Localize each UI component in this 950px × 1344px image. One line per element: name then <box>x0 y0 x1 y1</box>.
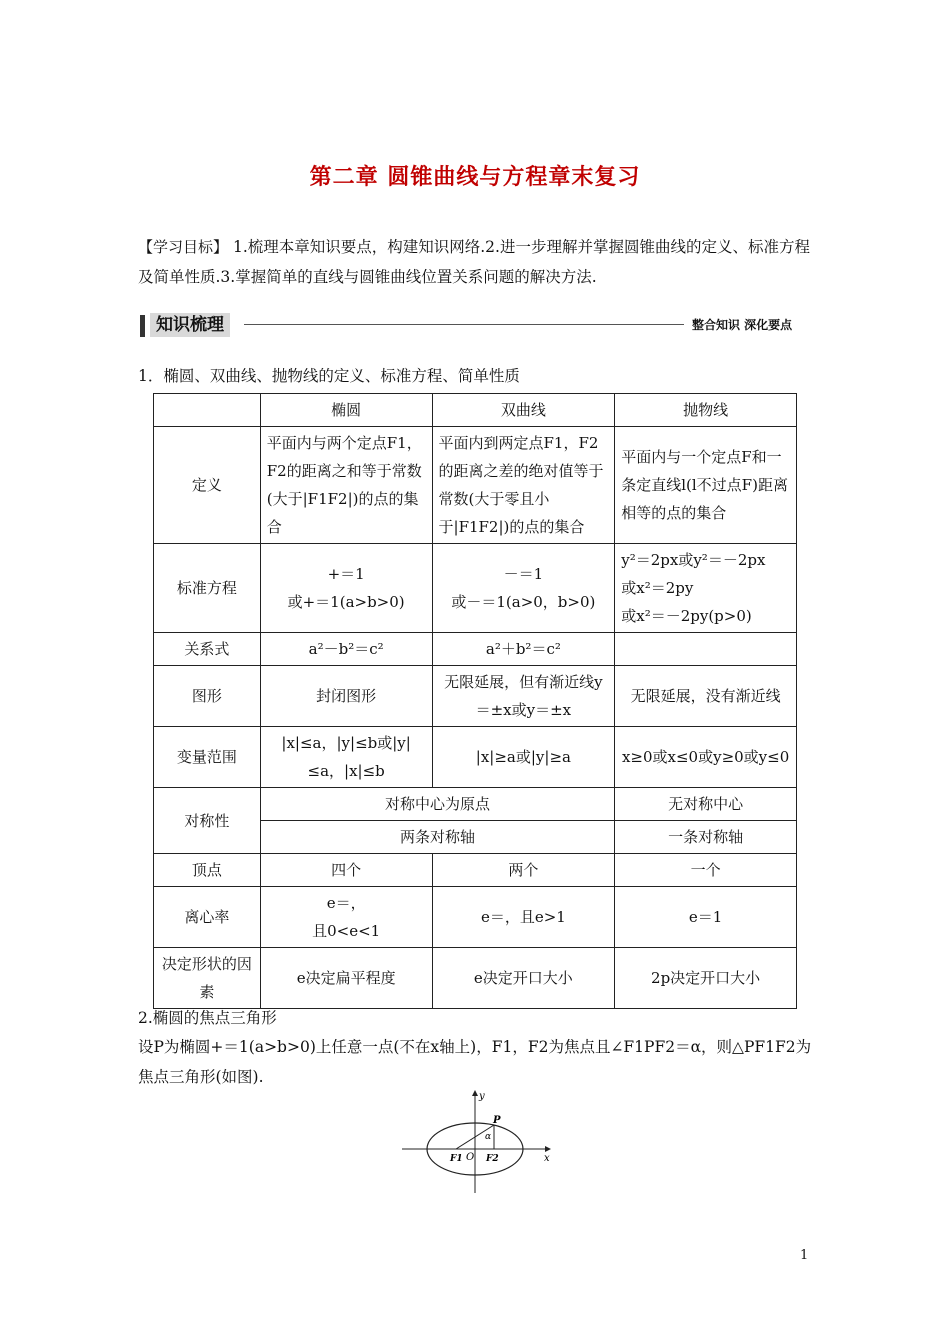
table-cell: 平面内与一个定点F和一条定直线l(l不过点F)距离相等的点的集合 <box>615 427 797 544</box>
page-title: 第二章 圆锥曲线与方程章末复习 <box>309 165 641 190</box>
conic-table <box>153 393 797 1009</box>
table-cell: 平面内到两定点F1，F2的距离之差的绝对值等于常数(大于零且小于|F1F2|)的点的集合 <box>432 427 615 544</box>
table-cell <box>615 633 797 666</box>
table-cell: 无限延展，没有渐近线 <box>615 666 797 727</box>
row-label: 标准方程 <box>154 544 261 633</box>
label-p: P <box>493 1115 501 1126</box>
table-cell: 四个 <box>260 854 432 887</box>
row-label: 定义 <box>154 427 261 544</box>
table-row <box>154 948 797 1009</box>
section-divider <box>244 324 684 325</box>
goals-text: 1.梳理本章知识要点，构建知识网络.2.进一步理解并掌握圆锥曲线的定义、标准方程及简单性质.3.掌握简单的直线与圆锥曲线位置关系问题的解决方法. <box>138 238 810 286</box>
table-cell: x≥0或x≤0或y≥0或y≤0 <box>615 727 797 788</box>
row-label: 关系式 <box>154 633 261 666</box>
table-header <box>154 394 261 427</box>
row-label: 对称性 <box>154 788 261 854</box>
table-cell: |x|≤a，|y|≤b或|y|≤a，|x|≤b <box>260 727 432 788</box>
table-cell: 两个 <box>432 854 615 887</box>
table-cell: 封闭图形 <box>260 666 432 727</box>
ellipse-figure <box>400 1085 560 1197</box>
parabola-eq-3: 或x²＝－2py(p>0) <box>621 607 752 625</box>
table-row <box>154 788 797 821</box>
table-cell: 无对称中心 <box>615 788 797 821</box>
ellipse-ecc: e＝， <box>326 894 366 912</box>
row-label: 决定形状的因素 <box>154 948 261 1009</box>
row-label: 离心率 <box>154 887 261 948</box>
table-cell: 2p决定开口大小 <box>615 948 797 1009</box>
hyperbola-eq-alt: 或－＝1(a>0，b>0) <box>451 593 596 611</box>
ellipse-ecc-range: 且0<e<1 <box>312 922 381 940</box>
row-label: 顶点 <box>154 854 261 887</box>
parabola-eq-2: 或x²＝2py <box>621 579 694 597</box>
hyperbola-eq: －＝1 <box>503 565 544 583</box>
parabola-eq-1: y²＝2px或y²＝－2px <box>621 551 766 569</box>
row-label: 变量范围 <box>154 727 261 788</box>
row-label: 图形 <box>154 666 261 727</box>
table-cell: a²＋b²＝c² <box>432 633 615 666</box>
table-cell: 无限延展，但有渐近线y＝±x或y＝±x <box>432 666 615 727</box>
table-cell: e＝1 <box>615 887 797 948</box>
table-row <box>154 666 797 727</box>
table-cell: |x|≥a或|y|≥a <box>432 727 615 788</box>
table-cell: 一条对称轴 <box>615 821 797 854</box>
heading-2: 2.椭圆的焦点三角形 <box>138 1009 277 1027</box>
table-cell: 平面内与两个定点F1，F2的距离之和等于常数(大于|F1F2|)的点的集合 <box>260 427 432 544</box>
table-row <box>154 854 797 887</box>
ellipse-eq-alt: 或+＝1(a>b>0) <box>287 593 405 611</box>
learning-goals <box>138 232 814 292</box>
table-cell <box>260 887 432 948</box>
ellipse-eq: +＝1 <box>327 565 365 583</box>
table-cell: 两条对称轴 <box>260 821 614 854</box>
label-y: y <box>479 1091 485 1102</box>
page-number: 1 <box>800 1248 809 1263</box>
label-f1: F1 <box>450 1154 463 1164</box>
table-row <box>154 544 797 633</box>
label-f2: F2 <box>486 1154 499 1164</box>
table-cell: a²－b²＝c² <box>260 633 432 666</box>
table-header: 椭圆 <box>260 394 432 427</box>
table-header: 抛物线 <box>615 394 797 427</box>
table-header-row <box>154 394 797 427</box>
table-cell: e决定扁平程度 <box>260 948 432 1009</box>
label-o: O <box>466 1152 475 1163</box>
heading-1: 1．椭圆、双曲线、抛物线的定义、标准方程、简单性质 <box>138 367 520 385</box>
section-title: 知识梳理 <box>150 313 230 337</box>
goals-label: 【学习目标】 <box>138 238 229 256</box>
table-cell: 一个 <box>615 854 797 887</box>
table-header: 双曲线 <box>432 394 615 427</box>
table-cell: e决定开口大小 <box>432 948 615 1009</box>
section-marker <box>140 315 145 337</box>
table-cell <box>615 544 797 633</box>
table-row <box>154 887 797 948</box>
table-row <box>154 633 797 666</box>
table-row <box>154 427 797 544</box>
focal-triangle-text: 设P为椭圆+＝1(a>b>0)上任意一点(不在x轴上)，F1，F2为焦点且∠F1PF2＝α，则△PF1F2为焦点三角形(如图). <box>138 1038 812 1086</box>
label-alpha: α <box>485 1132 492 1142</box>
table-cell <box>432 544 615 633</box>
table-cell <box>260 544 432 633</box>
label-x: x <box>544 1153 550 1164</box>
section-subtitle: 整合知识 深化要点 <box>692 318 793 332</box>
table-cell: 对称中心为原点 <box>260 788 614 821</box>
table-cell: e＝，且e>1 <box>432 887 615 948</box>
table-row <box>154 727 797 788</box>
